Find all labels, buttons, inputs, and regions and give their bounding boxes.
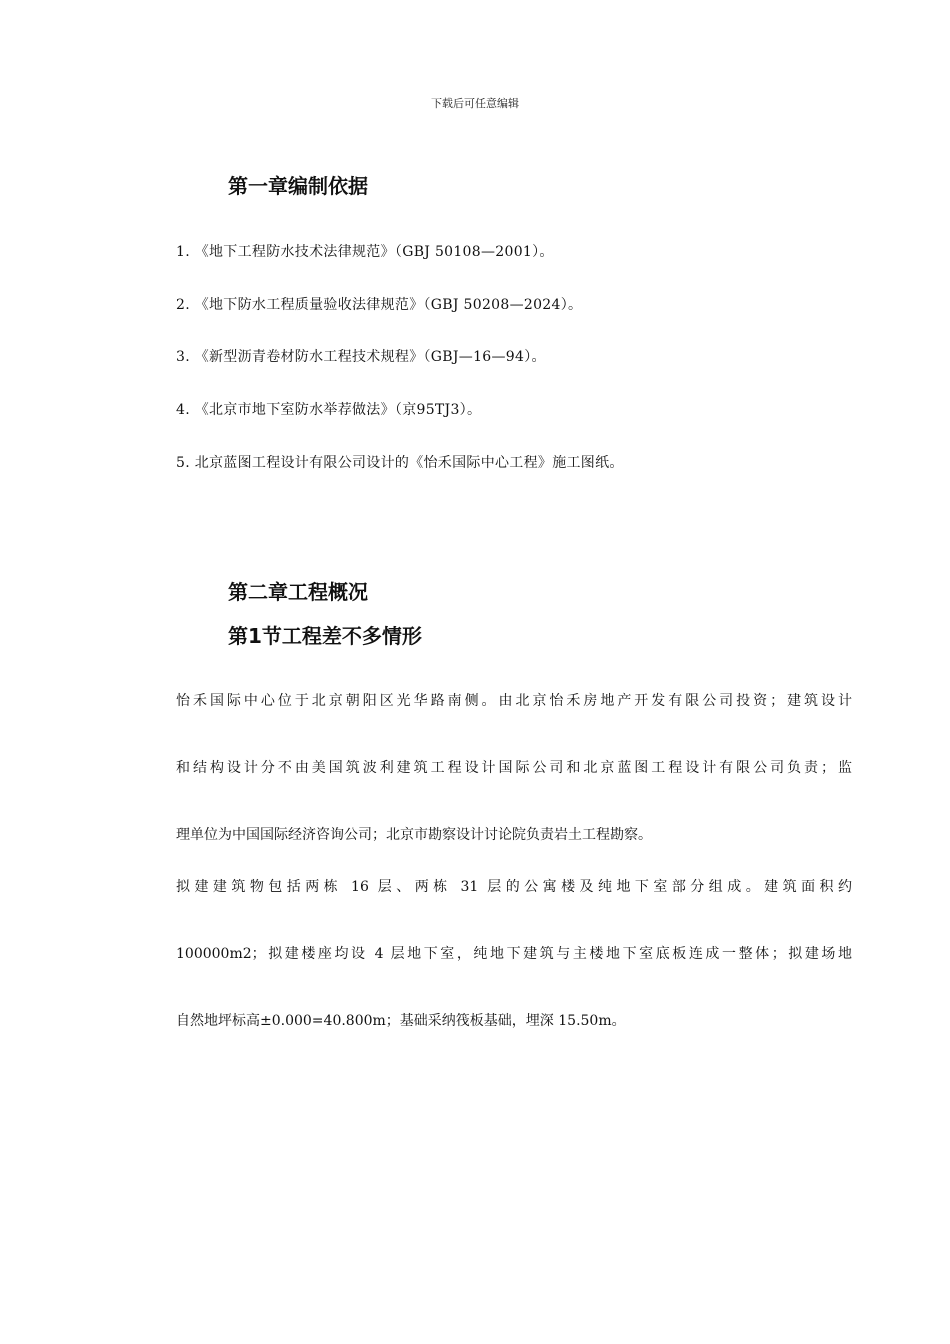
section-1-title: 第1节工程差不多情形	[228, 624, 422, 648]
reference-item: 1. 《地下工程防水技术法律规范》（GBJ 50108—2001）。	[176, 244, 554, 260]
paragraph-line: 理单位为中国国际经济咨询公司；北京市勘察设计讨论院负责岩土工程勘察。	[176, 827, 652, 843]
reference-item: 5. 北京蓝图工程设计有限公司设计的《怡禾国际中心工程》施工图纸。	[176, 455, 624, 471]
reference-item: 3. 《新型沥青卷材防水工程技术规程》（GBJ—16—94）。	[176, 349, 546, 365]
header-note: 下载后可任意编辑	[431, 97, 519, 110]
chapter-1-title: 第一章编制依据	[228, 174, 368, 198]
paragraph-line: 和结构设计分不由美国筑波利建筑工程设计国际公司和北京蓝图工程设计有限公司负责；监	[176, 760, 852, 776]
paragraph-line: 怡禾国际中心位于北京朝阳区光华路南侧。由北京怡禾房地产开发有限公司投资；建筑设计	[176, 693, 852, 709]
paragraph-line: 100000m2；拟建楼座均设 4 层地下室，纯地下建筑与主楼地下室底板连成一整体；拟建场地	[176, 946, 852, 962]
paragraph-line: 拟建建筑物包括两栋 16 层、两栋 31 层的公寓楼及纯地下室部分组成。建筑面积约	[176, 879, 852, 895]
reference-item: 4. 《北京市地下室防水举荐做法》（京95TJ3）。	[176, 402, 482, 418]
reference-item: 2. 《地下防水工程质量验收法律规范》（GBJ 50208—2024）。	[176, 297, 583, 313]
paragraph-line: 自然地坪标高±0.000=40.800m；基础采纳筏板基础，埋深 15.50m。	[176, 1013, 626, 1029]
chapter-2-title: 第二章工程概况	[228, 580, 368, 604]
